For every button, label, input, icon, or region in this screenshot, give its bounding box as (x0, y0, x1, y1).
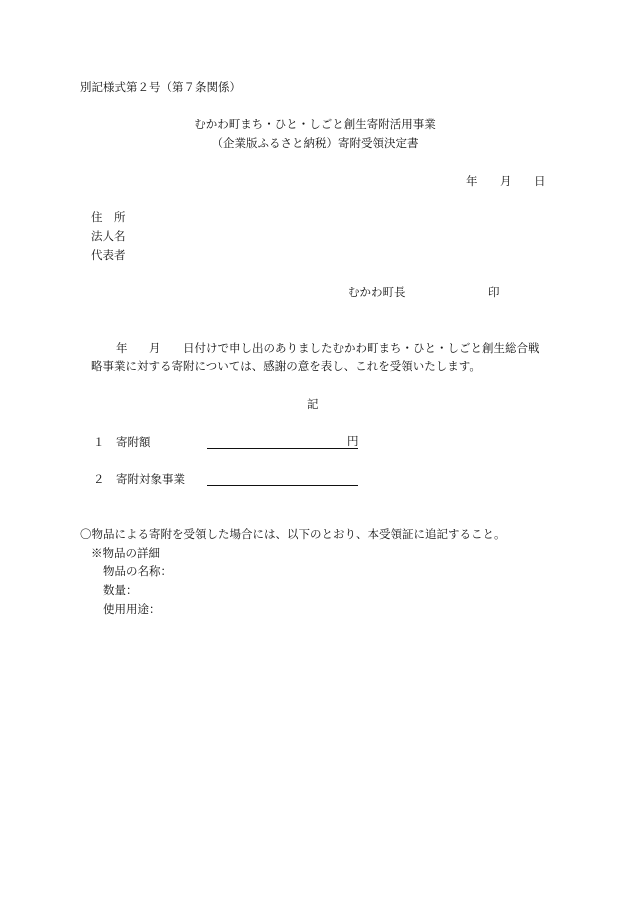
body-year-label: 年 (116, 341, 128, 355)
representative-label: 代表者 (91, 248, 126, 262)
date-day-label: 日 (534, 174, 546, 188)
body-month-label: 月 (149, 341, 161, 355)
body-text-line2: 略事業に対する寄附については、感謝の意を表し、これを受領いたします。 (91, 359, 481, 373)
goods-usage-field: 使用用途： (103, 602, 161, 616)
target-project-line (207, 485, 358, 486)
goods-quantity-field: 数量： (103, 583, 138, 597)
goods-note: 〇物品による寄附を受領した場合には、以下のとおり、本受領証に追記すること。 (80, 527, 506, 541)
date-year-label: 年 (466, 174, 478, 188)
document-title-line1: むかわ町まち・ひと・しごと創生寄附活用事業 (194, 117, 436, 131)
form-reference: 別記様式第２号（第７条関係） (80, 80, 241, 94)
corporation-name-label: 法人名 (91, 229, 126, 243)
address-label: 住 所 (91, 210, 126, 224)
item-number: ２ (93, 472, 105, 486)
seal-mark: 印 (488, 285, 500, 299)
donation-amount-label: 寄附額 (116, 435, 151, 449)
item-number: １ (93, 435, 105, 449)
goods-detail-heading: ※物品の詳細 (91, 546, 160, 560)
body-text-line1: 日付けで申し出のありましたむかわ町まち・ひと・しごと創生総合戦 (183, 341, 540, 355)
issuer-name: むかわ町長 (348, 285, 406, 299)
target-project-label: 寄附対象事業 (116, 472, 185, 486)
document-title-line2: （企業版ふるさと納税）寄附受領決定書 (211, 136, 419, 150)
donation-amount-line (207, 448, 358, 449)
date-month-label: 月 (500, 174, 512, 188)
yen-unit: 円 (347, 434, 359, 448)
ki-heading: 記 (307, 397, 319, 411)
goods-name-field: 物品の名称： (103, 564, 172, 578)
